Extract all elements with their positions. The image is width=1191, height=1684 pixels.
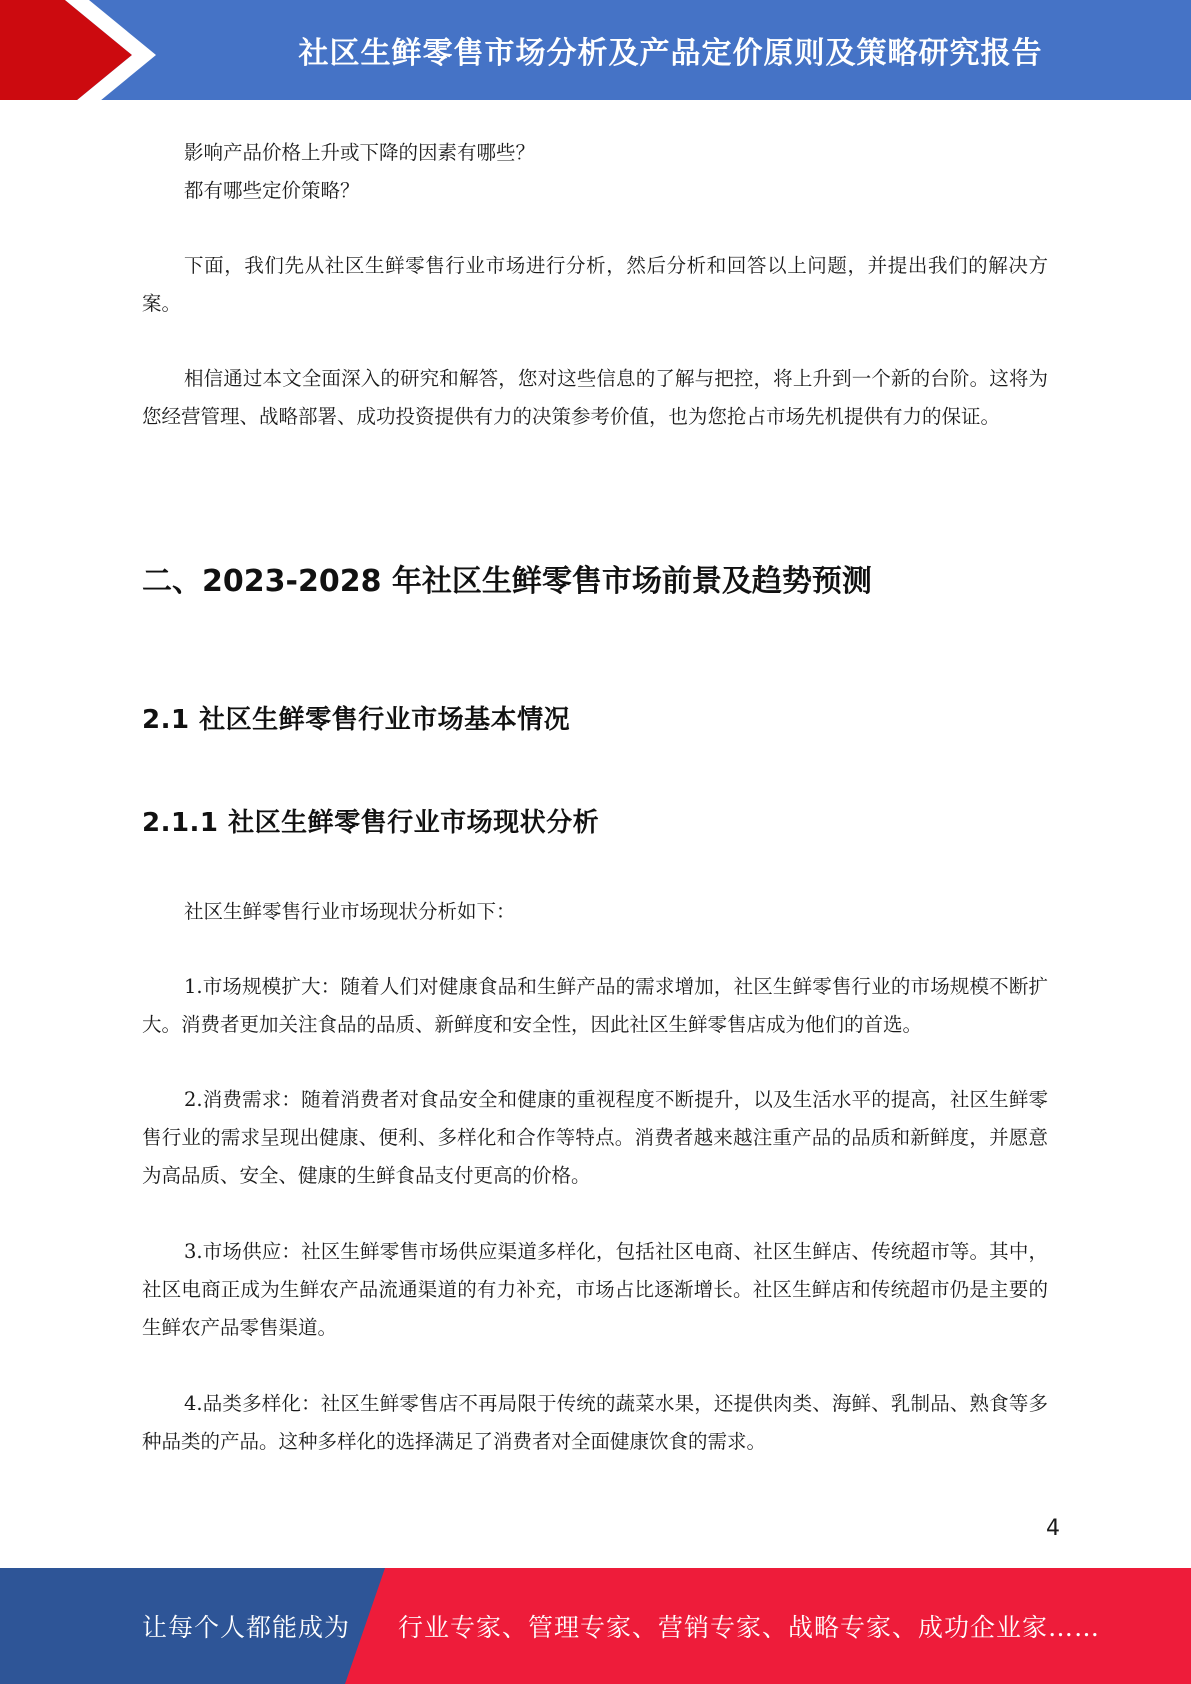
intro-question-1: 影响产品价格上升或下降的因素有哪些？ bbox=[184, 141, 536, 164]
intro-paragraph-2: 相信通过本文全面深入的研究和解答，您对这些信息的了解与把控，将上升到一个新的台阶。这将为您经营管理、战略部署、成功投资提供有力的决策参考价值，也为您抢占市场先机提供有力的保证。 bbox=[142, 367, 1048, 428]
list-item: 3.市场供应：社区生鲜零售市场供应渠道多样化，包括社区电商、社区生鲜店、传统超市等。其中，社区电商正成为生鲜农产品流通渠道的有力补充，市场占比逐渐增长。社区生鲜店和传统超市仍是主要的生鲜农产品零售渠道。 bbox=[142, 1240, 1048, 1339]
footer-roles: 行业专家、管理专家、营销专家、战略专家、成功企业家…… bbox=[398, 1613, 1101, 1642]
section-heading: 二、2023-2028 年社区生鲜零售市场前景及趋势预测 bbox=[142, 564, 872, 599]
footer-slogan: 让每个人都能成为 bbox=[142, 1613, 351, 1642]
analysis-lead: 社区生鲜零售行业市场现状分析如下： bbox=[184, 900, 516, 923]
page-header bbox=[0, 0, 1191, 110]
list-item: 1.市场规模扩大：随着人们对健康食品和生鲜产品的需求增加，社区生鲜零售行业的市场规模不断扩大。消费者更加关注食品的品质、新鲜度和安全性，因此社区生鲜零售店成为他们的首选。 bbox=[142, 975, 1048, 1036]
page-footer bbox=[0, 1568, 1191, 1684]
intro-question-2: 都有哪些定价策略？ bbox=[184, 179, 360, 202]
list-item: 2.消费需求：随着消费者对食品安全和健康的重视程度不断提升，以及生活水平的提高，社区生鲜零售行业的需求呈现出健康、便利、多样化和合作等特点。消费者越来越注重产品的品质和新鲜度，并愿意为高品质、安全、健康的生鲜食品支付更高的价格。 bbox=[142, 1088, 1048, 1187]
intro-paragraph-1: 下面，我们先从社区生鲜零售行业市场进行分析，然后分析和回答以上问题，并提出我们的解决方案。 bbox=[142, 254, 1048, 315]
report-title: 社区生鲜零售市场分析及产品定价原则及策略研究报告 bbox=[298, 36, 1043, 71]
page-number: 4 bbox=[1046, 1516, 1060, 1541]
sub-subsection-heading: 2.1.1 社区生鲜零售行业市场现状分析 bbox=[142, 808, 600, 838]
subsection-heading: 2.1 社区生鲜零售行业市场基本情况 bbox=[142, 705, 571, 735]
list-item: 4.品类多样化：社区生鲜零售店不再局限于传统的蔬菜水果，还提供肉类、海鲜、乳制品、熟食等多种品类的产品。这种多样化的选择满足了消费者对全面健康饮食的需求。 bbox=[142, 1392, 1048, 1453]
